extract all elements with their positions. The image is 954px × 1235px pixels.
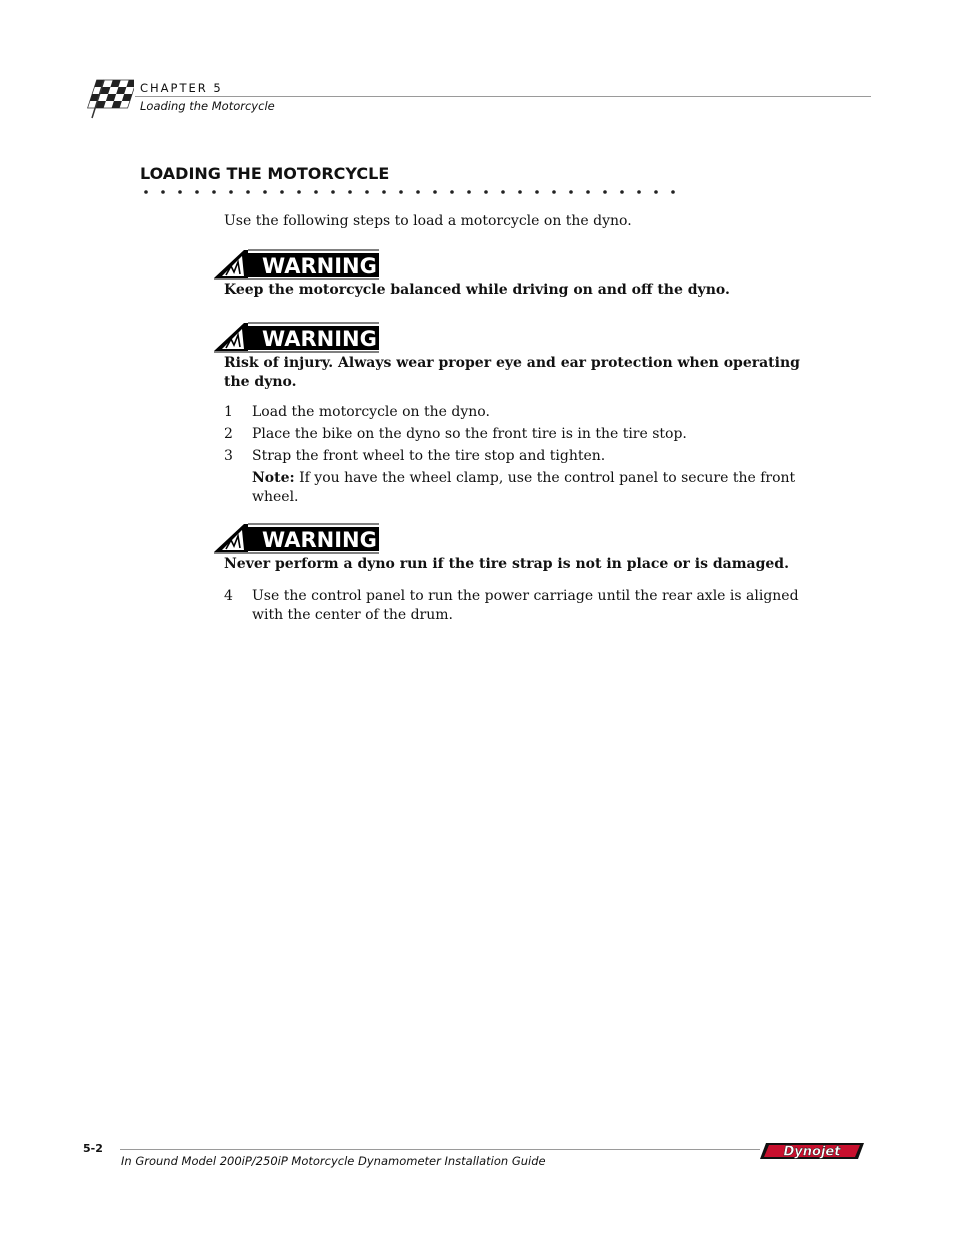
checkered-flag-icon xyxy=(82,76,134,120)
list-item xyxy=(224,587,824,627)
chapter-label: CHAPTER 5 xyxy=(140,81,223,95)
warning-icon xyxy=(214,522,380,554)
warning-text: Never perform a dyno run if the tire strap is not in place or is damaged. xyxy=(224,556,789,572)
intro-paragraph: Use the following steps to load a motorcycle on the dyno. xyxy=(224,213,632,229)
warning-icon xyxy=(214,321,380,353)
warning-text: Keep the motorcycle balanced while driving on and off the dyno. xyxy=(224,282,730,298)
logo-text: Dynojet xyxy=(783,1144,841,1160)
footer-rule xyxy=(120,1149,760,1150)
page-number: 5-2 xyxy=(83,1142,103,1155)
step-number: 4 xyxy=(224,588,233,604)
dynojet-logo xyxy=(760,1140,866,1162)
step-number: 1 xyxy=(224,404,233,420)
warning-badge-label: WARNING xyxy=(262,528,377,552)
step-text: Load the motorcycle on the dyno. xyxy=(252,404,490,420)
header-rule xyxy=(135,96,871,97)
step-text: Strap the front wheel to the tire stop and tighten. xyxy=(252,448,606,464)
step-number: 2 xyxy=(224,426,233,442)
step-text: Use the control panel to run the power carriage until the rear axle is aligned with the center of the drum. xyxy=(252,588,799,623)
chapter-subtitle: Loading the Motorcycle xyxy=(140,99,275,113)
note-label: Note: xyxy=(252,470,295,486)
step-number: 3 xyxy=(224,448,233,464)
warning-badge-label: WARNING xyxy=(262,327,377,351)
step-text: Place the bike on the dyno so the front tire is in the tire stop. xyxy=(252,426,687,442)
warning-badge-label: WARNING xyxy=(262,254,377,278)
note xyxy=(252,469,812,507)
note-text: If you have the wheel clamp, use the control panel to secure the front wheel. xyxy=(252,470,796,505)
warning-icon xyxy=(214,248,380,280)
dotted-divider xyxy=(143,189,688,195)
warning-text: Risk of injury. Always wear proper eye and ear protection when operating the dyno. xyxy=(224,355,800,390)
footer-title: In Ground Model 200iP/250iP Motorcycle Dynamometer Installation Guide xyxy=(121,1154,546,1168)
section-title: LOADING THE MOTORCYCLE xyxy=(140,164,390,183)
